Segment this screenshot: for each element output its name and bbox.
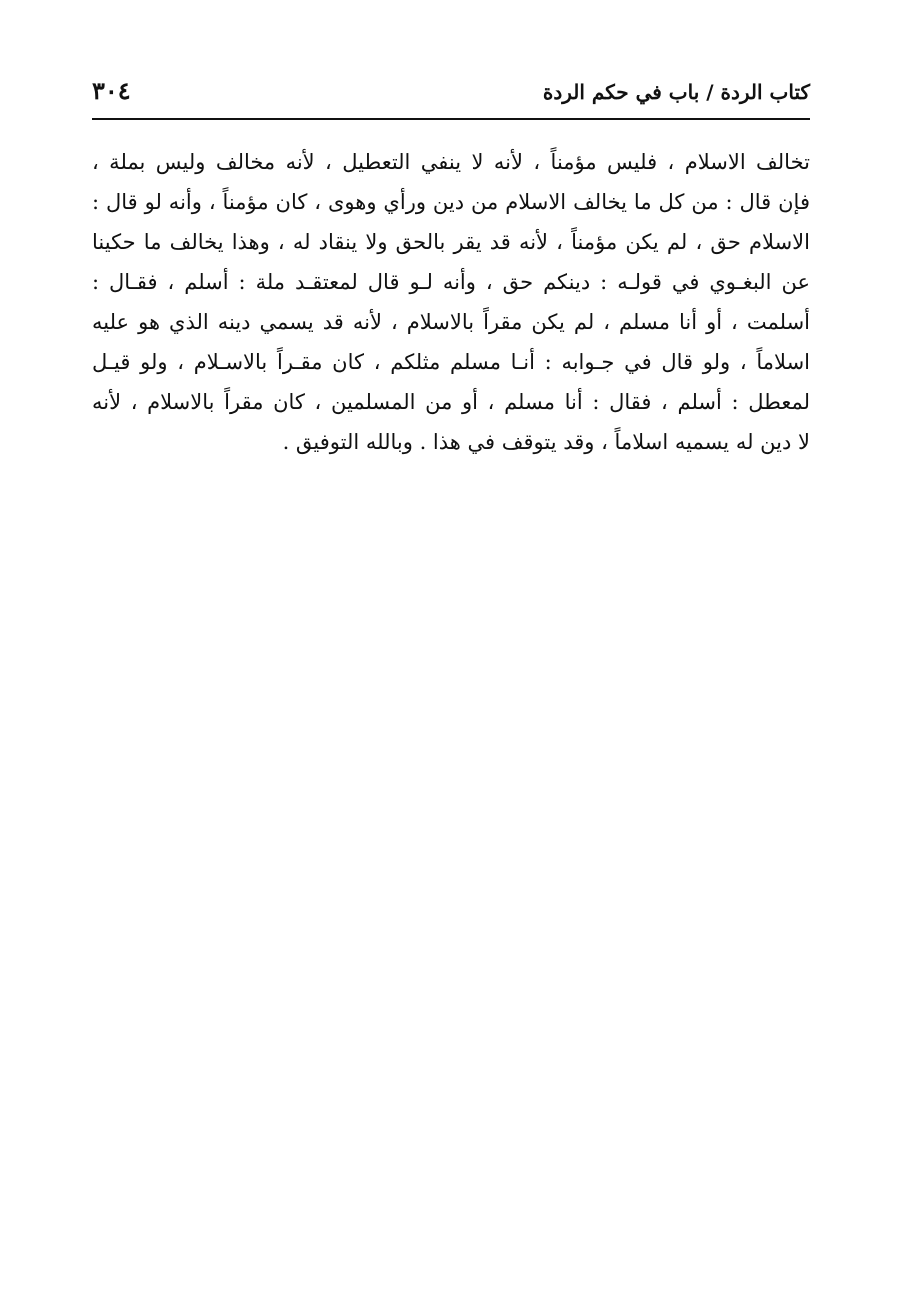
text-line: تخالف الاسلام ، فليس مؤمناً ، لأنه لا ينفي التعطيل ، لأنه مخالف وليس بملة ، bbox=[92, 150, 810, 174]
text-line: عن البغـوي في قولـه : دينكم حق ، وأنه لـو قال لمعتقـد ملة : أسلم ، فقـال : bbox=[92, 270, 810, 294]
running-header bbox=[92, 74, 810, 114]
page-number: ٣٠٤ bbox=[92, 76, 131, 105]
text-line: لمعطل : أسلم ، فقال : أنا مسلم ، أو من المسلمين ، كان مقراً بالاسلام ، لأنه bbox=[92, 390, 810, 414]
text-line: لا دين له يسميه اسلاماً ، وقد يتوقف في هذا . وبالله التوفيق . bbox=[282, 430, 810, 454]
header-rule bbox=[92, 118, 810, 120]
text-line: الاسلام حق ، لم يكن مؤمناً ، لأنه قد يقر بالحق ولا ينقاد له ، وهذا يخالف ما حكينا bbox=[92, 230, 810, 254]
body-text bbox=[92, 142, 810, 462]
text-line: اسلاماً ، ولو قال في جـوابه : أنـا مسلم مثلكم ، كان مقـراً بالاسـلام ، ولو قيـل bbox=[92, 350, 810, 374]
header-title: كتاب الردة / باب في حكم الردة bbox=[542, 80, 810, 104]
text-line: أسلمت ، أو أنا مسلم ، لم يكن مقراً بالاسلام ، لأنه قد يسمي دينه الذي هو عليه bbox=[92, 310, 810, 334]
text-line: فإن قال : من كل ما يخالف الاسلام من دين ورأي وهوى ، كان مؤمناً ، وأنه لو قال : bbox=[92, 190, 810, 214]
